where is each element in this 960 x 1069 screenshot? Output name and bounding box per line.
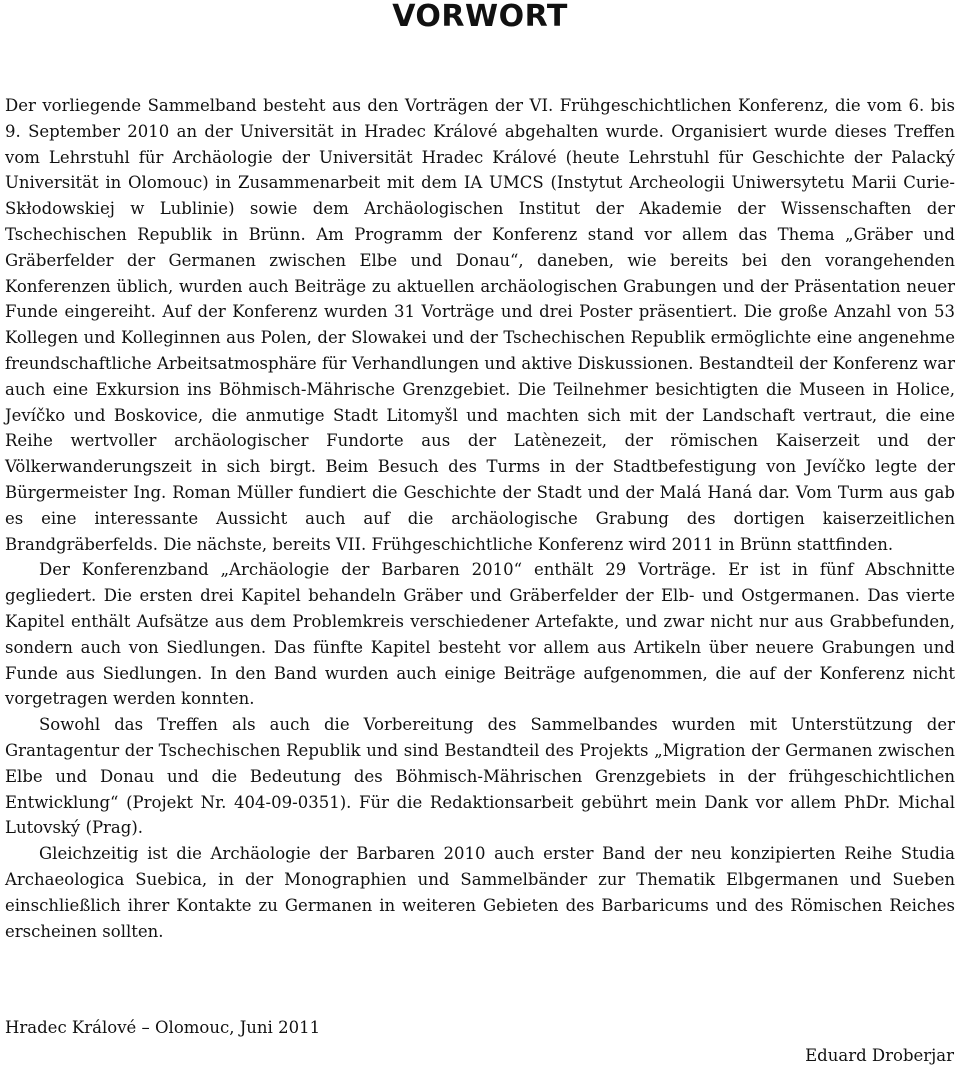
place-and-date: Hradec Králové – Olomouc, Juni 2011: [5, 1018, 321, 1037]
paragraph-2: Der Konferenzband „Archäologie der Barbaren 2010“ enthält 29 Vorträge. Er ist in fünf Abschnitte gegliedert. Die ersten drei Kapitel behandeln Gräber und Gräberfelder der Elb- und Ostgermanen. Das vierte Kapitel enthält Aufsätze aus dem Problemkreis verschiedener Artefakte, und zwar nicht nur aus Grabbefunden, sondern auch von Siedlungen. Das fünfte Kapitel besteht vor allem aus Artikeln über neuere Grabungen und Funde aus Siedlungen. In den Band wurden auch einige Beiträge aufgenommen, die auf der Konferenz nicht vorgetragen werden konnten.: [5, 560, 955, 709]
paragraph-4: Gleichzeitig ist die Archäologie der Barbaren 2010 auch erster Band der neu konzipierten Reihe Studia Archaeologica Suebica, in der Monographien und Sammelbänder zur Thematik Elbgermanen und Sueben einschließlich ihrer Kontakte zu Germanen in weiteren Gebieten des Barbaricums und des Römischen Reiches erscheinen sollten.: [5, 844, 955, 941]
page-title: VORWORT: [392, 0, 568, 34]
paragraph-1: Der vorliegende Sammelband besteht aus den Vorträgen der VI. Frühgeschichtlichen Konferenz, die vom 6. bis 9. September 2010 an der Universität in Hradec Králové abgehalten wurde. Organisiert wurde dieses Treffen vom Lehrstuhl für Archäologie der Universität Hradec Králové (heute Lehrstuhl für Geschichte der Palacký Universität in Olomouc) in Zusammenarbeit mit dem IA UMCS (Instytut Archeologii Uniwersytetu Marii Curie-Skłodowskiej w Lublinie) sowie dem Archäologischen Institut der Akademie der Wissenschaften der Tschechischen Republik in Brünn. Am Programm der Konferenz stand vor allem das Thema „Gräber und Gräberfelder der Germanen zwischen Elbe und Donau“, daneben, wie bereits bei den vorangehenden Konferenzen üblich, wurden auch Beiträge zu aktuellen archäologischen Grabungen und der Präsentation neuer Funde eingereiht. Auf der Konferenz wurden 31 Vorträge und drei Poster präsentiert. Die große Anzahl von 53 Kollegen und Kolleginnen aus Polen, der Slowakei und der Tschechischen Republik ermöglichte eine angenehme freundschaftliche Arbeitsatmosphäre für Verhandlungen und aktive Diskussionen. Bestandteil der Konferenz war auch eine Exkursion ins Böhmisch-Mährische Grenzgebiet. Die Teilnehmer besichtigten die Museen in Holice, Jevíčko und Boskovice, die anmutige Stadt Litomyšl und machten sich mit der Landschaft vertraut, die eine Reihe wertvoller archäologischer Fundorte aus der Latènezeit, der römischen Kaiserzeit und der Völkerwanderungszeit in sich birgt. Beim Besuch des Turms in der Stadtbefestigung von Jevíčko legte der Bürgermeister Ing. Roman Müller fundiert die Geschichte der Stadt und der Malá Haná dar. Vom Turm aus gab es eine interessante Aussicht auch auf die archäologische Grabung des dortigen kaiserzeitlichen Brandgräberfelds. Die nächste, bereits VII. Frühgeschichtliche Konferenz wird 2011 in Brünn stattfinden.: [5, 96, 955, 554]
author-signature: Eduard Droberjar: [805, 1046, 954, 1065]
preface-body: [5, 93, 955, 944]
paragraph-3: Sowohl das Treffen als auch die Vorbereitung des Sammelbandes wurden mit Unterstützung der Grantagentur der Tschechischen Republik und sind Bestandteil des Projekts „Migration der Germanen zwischen Elbe und Donau und die Bedeutung des Böhmisch-Mährischen Grenzgebiets in der frühgeschichtlichen Entwicklung“ (Projekt Nr. 404-09-0351). Für die Redaktionsarbeit gebührt mein Dank vor allem PhDr. Michal Lutovský (Prag).: [5, 715, 955, 838]
